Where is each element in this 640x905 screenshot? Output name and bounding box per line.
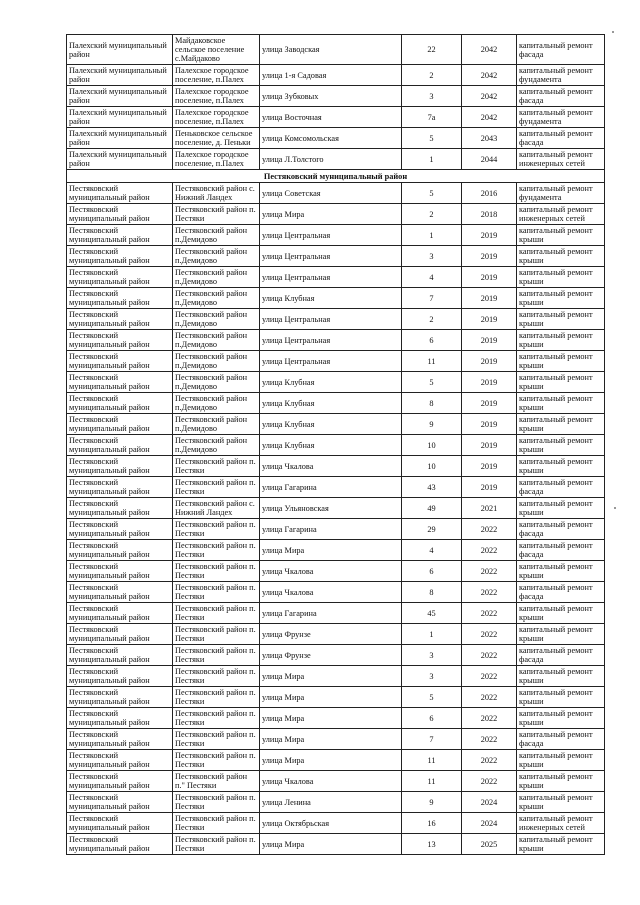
table-row <box>67 149 605 170</box>
settlement-cell: Пестяковский район п. Пестяки <box>173 519 260 540</box>
year-cell: 2019 <box>462 351 517 372</box>
street-cell: улица Центральная <box>260 225 402 246</box>
work-type-cell: капитальный ремонт крыши <box>517 750 605 771</box>
year-cell: 2022 <box>462 582 517 603</box>
district-cell: Пестяковский муниципальный район <box>67 687 173 708</box>
house-number-cell: 3 <box>402 246 462 267</box>
district-cell: Пестяковский муниципальный район <box>67 309 173 330</box>
district-cell: Пестяковский муниципальный район <box>67 771 173 792</box>
house-number-cell: 5 <box>402 372 462 393</box>
settlement-cell: Пестяковский район п. Пестяки <box>173 477 260 498</box>
year-cell: 2022 <box>462 708 517 729</box>
repair-schedule-table <box>66 34 605 855</box>
year-cell: 2042 <box>462 107 517 128</box>
table-row <box>67 687 605 708</box>
settlement-cell: Пестяковский район п. Пестяки <box>173 729 260 750</box>
year-cell: 2022 <box>462 519 517 540</box>
district-cell: Пестяковский муниципальный район <box>67 813 173 834</box>
scan-speck <box>614 507 616 509</box>
table-row <box>67 65 605 86</box>
section-title: Пестяковский муниципальный район <box>67 170 605 183</box>
work-type-cell: капитальный ремонт крыши <box>517 687 605 708</box>
street-cell: улица Мира <box>260 666 402 687</box>
year-cell: 2022 <box>462 666 517 687</box>
year-cell: 2022 <box>462 771 517 792</box>
street-cell: улица Чкалова <box>260 456 402 477</box>
settlement-cell: Пестяковский район п." Пестяки <box>173 771 260 792</box>
settlement-cell: Пестяковский район п.Демидово <box>173 246 260 267</box>
year-cell: 2019 <box>462 477 517 498</box>
work-type-cell: капитальный ремонт крыши <box>517 246 605 267</box>
district-cell: Палехский муниципальный район <box>67 65 173 86</box>
street-cell: улица Л.Толстого <box>260 149 402 170</box>
work-type-cell: капитальный ремонт фасада <box>517 35 605 65</box>
year-cell: 2044 <box>462 149 517 170</box>
work-type-cell: капитальный ремонт фасада <box>517 540 605 561</box>
year-cell: 2022 <box>462 687 517 708</box>
work-type-cell: капитальный ремонт крыши <box>517 666 605 687</box>
year-cell: 2016 <box>462 183 517 204</box>
work-type-cell: капитальный ремонт крыши <box>517 603 605 624</box>
year-cell: 2025 <box>462 834 517 855</box>
house-number-cell: 22 <box>402 35 462 65</box>
year-cell: 2022 <box>462 750 517 771</box>
street-cell: улица Центральная <box>260 246 402 267</box>
street-cell: улица Мира <box>260 729 402 750</box>
work-type-cell: капитальный ремонт крыши <box>517 771 605 792</box>
house-number-cell: 4 <box>402 267 462 288</box>
settlement-cell: Пестяковский район п. Пестяки <box>173 582 260 603</box>
street-cell: улица Клубная <box>260 372 402 393</box>
street-cell: улица Ленина <box>260 792 402 813</box>
year-cell: 2022 <box>462 561 517 582</box>
work-type-cell: капитальный ремонт крыши <box>517 393 605 414</box>
house-number-cell: 11 <box>402 750 462 771</box>
house-number-cell: 7 <box>402 288 462 309</box>
street-cell: улица Клубная <box>260 288 402 309</box>
table-row <box>67 393 605 414</box>
year-cell: 2019 <box>462 435 517 456</box>
district-cell: Пестяковский муниципальный район <box>67 456 173 477</box>
year-cell: 2022 <box>462 645 517 666</box>
street-cell: улица Фрунзе <box>260 645 402 666</box>
work-type-cell: капитальный ремонт фундамента <box>517 65 605 86</box>
table-row <box>67 309 605 330</box>
settlement-cell: Пестяковский район п. Пестяки <box>173 666 260 687</box>
district-cell: Пестяковский муниципальный район <box>67 435 173 456</box>
district-cell: Пестяковский муниципальный район <box>67 561 173 582</box>
settlement-cell: Пестяковский район п. Пестяки <box>173 456 260 477</box>
settlement-cell: Пестяковский район с. Нижний Ландех <box>173 498 260 519</box>
house-number-cell: 11 <box>402 771 462 792</box>
table-row <box>67 477 605 498</box>
year-cell: 2019 <box>462 267 517 288</box>
street-cell: улица Центральная <box>260 351 402 372</box>
house-number-cell: 1 <box>402 149 462 170</box>
house-number-cell: 5 <box>402 183 462 204</box>
settlement-cell: Пестяковский район п. Пестяки <box>173 645 260 666</box>
house-number-cell: 45 <box>402 603 462 624</box>
year-cell: 2042 <box>462 65 517 86</box>
table-row <box>67 107 605 128</box>
table-row <box>67 35 605 65</box>
year-cell: 2022 <box>462 603 517 624</box>
street-cell: улица Центральная <box>260 309 402 330</box>
street-cell: улица Восточная <box>260 107 402 128</box>
district-cell: Пестяковский муниципальный район <box>67 183 173 204</box>
house-number-cell: 10 <box>402 456 462 477</box>
district-cell: Пестяковский муниципальный район <box>67 414 173 435</box>
settlement-cell: Пестяковский район с. Нижний Ландех <box>173 183 260 204</box>
table-row <box>67 540 605 561</box>
settlement-cell: Майдаковское сельское поселение с.Майдаково <box>173 35 260 65</box>
work-type-cell: капитальный ремонт фасада <box>517 729 605 750</box>
palekh-rows <box>67 35 605 170</box>
scan-speck <box>612 31 614 33</box>
table-row <box>67 624 605 645</box>
street-cell: улица Чкалова <box>260 561 402 582</box>
street-cell: улица Мира <box>260 708 402 729</box>
settlement-cell: Пестяковский район п.Демидово <box>173 330 260 351</box>
settlement-cell: Пеньковское сельское поселение, д. Пеньки <box>173 128 260 149</box>
house-number-cell: 49 <box>402 498 462 519</box>
street-cell: улица Гагарина <box>260 477 402 498</box>
table-row <box>67 128 605 149</box>
table-row <box>67 729 605 750</box>
house-number-cell: 16 <box>402 813 462 834</box>
house-number-cell: 7 <box>402 729 462 750</box>
street-cell: улица Ульяновская <box>260 498 402 519</box>
table-row <box>67 750 605 771</box>
table-row <box>67 708 605 729</box>
work-type-cell: капитальный ремонт фасада <box>517 582 605 603</box>
table-row <box>67 498 605 519</box>
work-type-cell: капитальный ремонт фасада <box>517 477 605 498</box>
work-type-cell: капитальный ремонт крыши <box>517 561 605 582</box>
table-row <box>67 666 605 687</box>
table-row <box>67 86 605 107</box>
year-cell: 2019 <box>462 246 517 267</box>
street-cell: улица 1-я Садовая <box>260 65 402 86</box>
district-cell: Пестяковский муниципальный район <box>67 267 173 288</box>
table-row <box>67 183 605 204</box>
district-cell: Пестяковский муниципальный район <box>67 204 173 225</box>
house-number-cell: 1 <box>402 225 462 246</box>
street-cell: улица Комсомольская <box>260 128 402 149</box>
district-cell: Пестяковский муниципальный район <box>67 519 173 540</box>
table-row <box>67 372 605 393</box>
street-cell: улица Мира <box>260 834 402 855</box>
settlement-cell: Пестяковский район п. Пестяки <box>173 750 260 771</box>
street-cell: улица Чкалова <box>260 771 402 792</box>
work-type-cell: капитальный ремонт фундамента <box>517 183 605 204</box>
work-type-cell: капитальный ремонт крыши <box>517 372 605 393</box>
street-cell: улица Советская <box>260 183 402 204</box>
house-number-cell: 10 <box>402 435 462 456</box>
settlement-cell: Пестяковский район п.Демидово <box>173 288 260 309</box>
year-cell: 2018 <box>462 204 517 225</box>
house-number-cell: 6 <box>402 330 462 351</box>
street-cell: улица Мира <box>260 204 402 225</box>
table-row <box>67 414 605 435</box>
street-cell: улица Гагарина <box>260 603 402 624</box>
house-number-cell: 3 <box>402 645 462 666</box>
house-number-cell: 29 <box>402 519 462 540</box>
year-cell: 2022 <box>462 624 517 645</box>
settlement-cell: Палехское городское поселение, п.Палех <box>173 149 260 170</box>
house-number-cell: 2 <box>402 309 462 330</box>
year-cell: 2022 <box>462 729 517 750</box>
year-cell: 2019 <box>462 456 517 477</box>
settlement-cell: Палехское городское поселение, п.Палех <box>173 65 260 86</box>
district-cell: Пестяковский муниципальный район <box>67 834 173 855</box>
work-type-cell: капитальный ремонт крыши <box>517 351 605 372</box>
district-cell: Пестяковский муниципальный район <box>67 645 173 666</box>
work-type-cell: капитальный ремонт крыши <box>517 225 605 246</box>
district-cell: Пестяковский муниципальный район <box>67 582 173 603</box>
district-cell: Пестяковский муниципальный район <box>67 498 173 519</box>
district-cell: Пестяковский муниципальный район <box>67 729 173 750</box>
street-cell: улица Чкалова <box>260 582 402 603</box>
street-cell: улица Заводская <box>260 35 402 65</box>
district-cell: Пестяковский муниципальный район <box>67 624 173 645</box>
table-row <box>67 288 605 309</box>
house-number-cell: 7а <box>402 107 462 128</box>
house-number-cell: 5 <box>402 687 462 708</box>
table-row <box>67 519 605 540</box>
settlement-cell: Пестяковский район п.Демидово <box>173 393 260 414</box>
document-page <box>66 34 604 855</box>
settlement-cell: Пестяковский район п. Пестяки <box>173 792 260 813</box>
street-cell: улица Центральная <box>260 330 402 351</box>
work-type-cell: капитальный ремонт крыши <box>517 330 605 351</box>
district-cell: Палехский муниципальный район <box>67 86 173 107</box>
settlement-cell: Пестяковский район п. Пестяки <box>173 624 260 645</box>
settlement-cell: Пестяковский район п. Пестяки <box>173 603 260 624</box>
house-number-cell: 6 <box>402 708 462 729</box>
district-cell: Пестяковский муниципальный район <box>67 372 173 393</box>
work-type-cell: капитальный ремонт крыши <box>517 792 605 813</box>
street-cell: улица Центральная <box>260 267 402 288</box>
work-type-cell: капитальный ремонт крыши <box>517 309 605 330</box>
work-type-cell: капитальный ремонт крыши <box>517 288 605 309</box>
year-cell: 2042 <box>462 35 517 65</box>
table-row <box>67 225 605 246</box>
district-cell: Пестяковский муниципальный район <box>67 708 173 729</box>
table-row <box>67 813 605 834</box>
street-cell: улица Клубная <box>260 393 402 414</box>
work-type-cell: капитальный ремонт крыши <box>517 414 605 435</box>
table-row <box>67 456 605 477</box>
district-cell: Пестяковский муниципальный район <box>67 393 173 414</box>
work-type-cell: капитальный ремонт инженерных сетей <box>517 813 605 834</box>
year-cell: 2019 <box>462 414 517 435</box>
year-cell: 2043 <box>462 128 517 149</box>
street-cell: улица Мира <box>260 750 402 771</box>
work-type-cell: капитальный ремонт фасада <box>517 128 605 149</box>
work-type-cell: капитальный ремонт крыши <box>517 708 605 729</box>
work-type-cell: капитальный ремонт крыши <box>517 435 605 456</box>
settlement-cell: Пестяковский район п.Демидово <box>173 372 260 393</box>
table-row <box>67 435 605 456</box>
district-cell: Палехский муниципальный район <box>67 149 173 170</box>
work-type-cell: капитальный ремонт крыши <box>517 456 605 477</box>
settlement-cell: Пестяковский район п. Пестяки <box>173 561 260 582</box>
table-row <box>67 330 605 351</box>
district-cell: Пестяковский муниципальный район <box>67 288 173 309</box>
street-cell: улица Фрунзе <box>260 624 402 645</box>
year-cell: 2019 <box>462 288 517 309</box>
district-cell: Палехский муниципальный район <box>67 35 173 65</box>
house-number-cell: 11 <box>402 351 462 372</box>
district-cell: Пестяковский муниципальный район <box>67 603 173 624</box>
house-number-cell: 1 <box>402 624 462 645</box>
settlement-cell: Пестяковский район п. Пестяки <box>173 204 260 225</box>
district-cell: Пестяковский муниципальный район <box>67 540 173 561</box>
table-row <box>67 561 605 582</box>
settlement-cell: Пестяковский район п.Демидово <box>173 414 260 435</box>
settlement-cell: Пестяковский район п. Пестяки <box>173 708 260 729</box>
year-cell: 2019 <box>462 393 517 414</box>
settlement-cell: Пестяковский район п. Пестяки <box>173 813 260 834</box>
settlement-cell: Пестяковский район п.Демидово <box>173 225 260 246</box>
settlement-cell: Пестяковский район п.Демидово <box>173 267 260 288</box>
table-row <box>67 645 605 666</box>
house-number-cell: 5 <box>402 128 462 149</box>
district-cell: Пестяковский муниципальный район <box>67 351 173 372</box>
house-number-cell: 3 <box>402 86 462 107</box>
settlement-cell: Палехское городское поселение, п.Палех <box>173 107 260 128</box>
table-row <box>67 771 605 792</box>
house-number-cell: 4 <box>402 540 462 561</box>
street-cell: улица Мира <box>260 687 402 708</box>
pestyaki-rows <box>67 183 605 855</box>
year-cell: 2019 <box>462 372 517 393</box>
table-row <box>67 582 605 603</box>
district-cell: Пестяковский муниципальный район <box>67 666 173 687</box>
work-type-cell: капитальный ремонт фундамента <box>517 107 605 128</box>
settlement-cell: Пестяковский район п.Демидово <box>173 309 260 330</box>
work-type-cell: капитальный ремонт фасада <box>517 645 605 666</box>
table-row <box>67 246 605 267</box>
section-header-row <box>67 170 605 183</box>
table-row <box>67 834 605 855</box>
settlement-cell: Палехское городское поселение, п.Палех <box>173 86 260 107</box>
table-row <box>67 792 605 813</box>
work-type-cell: капитальный ремонт инженерных сетей <box>517 204 605 225</box>
street-cell: улица Клубная <box>260 435 402 456</box>
year-cell: 2024 <box>462 813 517 834</box>
house-number-cell: 9 <box>402 792 462 813</box>
district-cell: Пестяковский муниципальный район <box>67 750 173 771</box>
street-cell: улица Октябрьская <box>260 813 402 834</box>
year-cell: 2042 <box>462 86 517 107</box>
house-number-cell: 9 <box>402 414 462 435</box>
table-row <box>67 603 605 624</box>
district-cell: Пестяковский муниципальный район <box>67 477 173 498</box>
district-cell: Палехский муниципальный район <box>67 107 173 128</box>
district-cell: Пестяковский муниципальный район <box>67 225 173 246</box>
street-cell: улица Клубная <box>260 414 402 435</box>
district-cell: Пестяковский муниципальный район <box>67 792 173 813</box>
table-row <box>67 267 605 288</box>
work-type-cell: капитальный ремонт инженерных сетей <box>517 149 605 170</box>
settlement-cell: Пестяковский район п.Демидово <box>173 351 260 372</box>
year-cell: 2019 <box>462 225 517 246</box>
house-number-cell: 13 <box>402 834 462 855</box>
year-cell: 2024 <box>462 792 517 813</box>
street-cell: улица Мира <box>260 540 402 561</box>
work-type-cell: капитальный ремонт крыши <box>517 498 605 519</box>
street-cell: улица Гагарина <box>260 519 402 540</box>
year-cell: 2021 <box>462 498 517 519</box>
house-number-cell: 8 <box>402 393 462 414</box>
work-type-cell: капитальный ремонт фасада <box>517 86 605 107</box>
work-type-cell: капитальный ремонт крыши <box>517 834 605 855</box>
year-cell: 2022 <box>462 540 517 561</box>
district-cell: Палехский муниципальный район <box>67 128 173 149</box>
table-row <box>67 204 605 225</box>
work-type-cell: капитальный ремонт крыши <box>517 267 605 288</box>
house-number-cell: 2 <box>402 204 462 225</box>
district-cell: Пестяковский муниципальный район <box>67 330 173 351</box>
house-number-cell: 43 <box>402 477 462 498</box>
year-cell: 2019 <box>462 330 517 351</box>
settlement-cell: Пестяковский район п. Пестяки <box>173 540 260 561</box>
street-cell: улица Зубковых <box>260 86 402 107</box>
work-type-cell: капитальный ремонт крыши <box>517 624 605 645</box>
year-cell: 2019 <box>462 309 517 330</box>
settlement-cell: Пестяковский район п. Пестяки <box>173 687 260 708</box>
table-row <box>67 351 605 372</box>
settlement-cell: Пестяковский район п. Пестяки <box>173 834 260 855</box>
work-type-cell: капитальный ремонт фасада <box>517 519 605 540</box>
house-number-cell: 2 <box>402 65 462 86</box>
house-number-cell: 3 <box>402 666 462 687</box>
settlement-cell: Пестяковский район п.Демидово <box>173 435 260 456</box>
district-cell: Пестяковский муниципальный район <box>67 246 173 267</box>
house-number-cell: 8 <box>402 582 462 603</box>
house-number-cell: 6 <box>402 561 462 582</box>
